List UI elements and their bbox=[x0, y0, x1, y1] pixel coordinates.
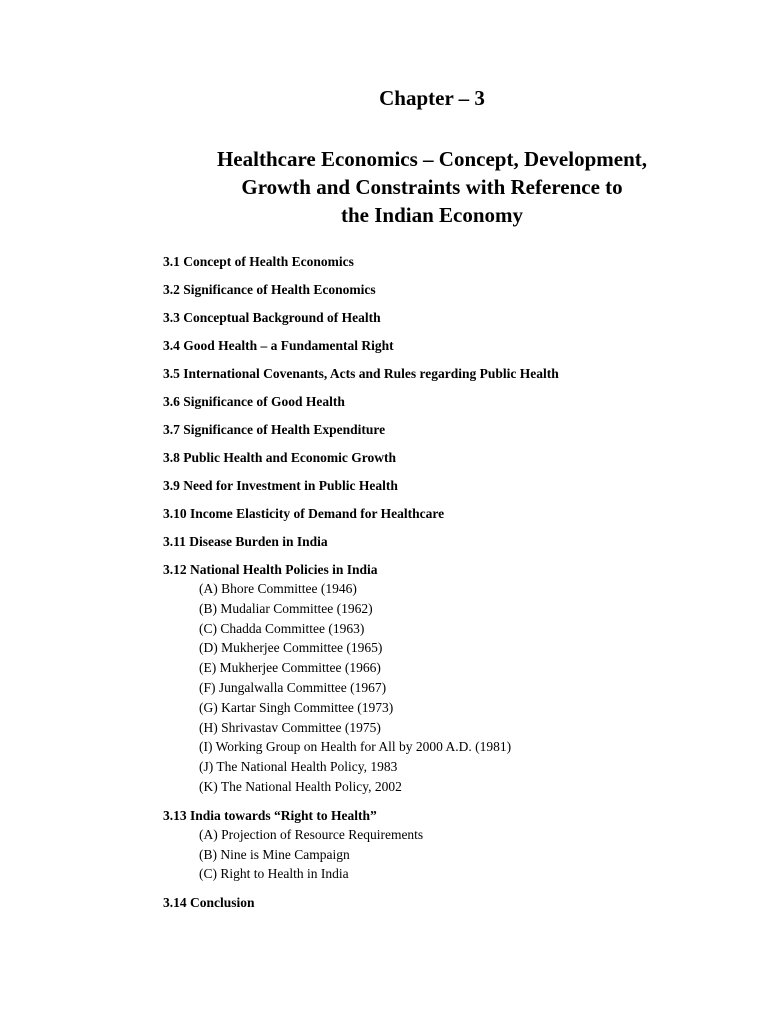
chapter-title-line: the Indian Economy bbox=[340, 203, 524, 227]
subsection-item: (C) Chadda Committee (1963) bbox=[199, 620, 365, 636]
toc-section bbox=[163, 505, 763, 523]
toc-section bbox=[163, 281, 763, 299]
chapter-title bbox=[0, 145, 768, 229]
toc-section bbox=[163, 807, 763, 884]
chapter-title-line: Healthcare Economics – Concept, Development, bbox=[216, 147, 648, 171]
toc-section bbox=[163, 561, 763, 797]
subsection-item: (E) Mukherjee Committee (1966) bbox=[199, 660, 381, 676]
subsection-item: (K) The National Health Policy, 2002 bbox=[199, 778, 402, 794]
section-heading: 3.13 India towards “Right to Health” bbox=[163, 807, 377, 823]
toc-section bbox=[163, 894, 763, 912]
subsection-item: (B) Nine is Mine Campaign bbox=[199, 846, 350, 862]
section-heading: 3.14 Conclusion bbox=[163, 895, 255, 911]
toc-section bbox=[163, 421, 763, 439]
subsection-item: (H) Shrivastav Committee (1975) bbox=[199, 719, 381, 735]
toc-section bbox=[163, 449, 763, 467]
subsection-item: (B) Mudaliar Committee (1962) bbox=[199, 600, 373, 616]
section-heading: 3.4 Good Health – a Fundamental Right bbox=[163, 338, 394, 353]
toc-section bbox=[163, 337, 763, 355]
subsection-item: (I) Working Group on Health for All by 2000 A.D. (1981) bbox=[199, 739, 512, 755]
toc-section bbox=[163, 365, 763, 383]
chapter-label: Chapter – 3 bbox=[379, 86, 485, 110]
section-heading: 3.12 National Health Policies in India bbox=[163, 562, 378, 577]
subsection-item: (G) Kartar Singh Committee (1973) bbox=[199, 699, 394, 715]
section-heading: 3.10 Income Elasticity of Demand for Healthcare bbox=[163, 506, 445, 521]
subsection-item: (A) Bhore Committee (1946) bbox=[199, 581, 357, 596]
section-heading: 3.9 Need for Investment in Public Health bbox=[163, 478, 398, 493]
subsection-item: (J) The National Health Policy, 1983 bbox=[199, 759, 398, 775]
subsection-item: (F) Jungalwalla Committee (1967) bbox=[199, 679, 387, 695]
toc-section bbox=[163, 253, 763, 271]
section-heading: 3.1 Concept of Health Economics bbox=[163, 254, 354, 269]
section-heading: 3.8 Public Health and Economic Growth bbox=[163, 450, 397, 465]
subsection-item: (C) Right to Health in India bbox=[199, 866, 349, 882]
section-heading: 3.3 Conceptual Background of Health bbox=[163, 310, 381, 325]
subsection-item: (A) Projection of Resource Requirements bbox=[199, 826, 424, 842]
toc-section bbox=[163, 477, 763, 495]
section-heading: 3.2 Significance of Health Economics bbox=[163, 282, 376, 297]
toc-section bbox=[163, 533, 763, 551]
chapter-title-line: Growth and Constraints with Reference to bbox=[241, 175, 623, 199]
table-of-contents bbox=[163, 253, 763, 922]
section-heading: 3.11 Disease Burden in India bbox=[163, 534, 328, 549]
section-heading: 3.6 Significance of Good Health bbox=[163, 394, 345, 409]
section-heading: 3.5 International Covenants, Acts and Rules regarding Public Health bbox=[163, 366, 559, 381]
subsection-item: (D) Mukherjee Committee (1965) bbox=[199, 640, 383, 656]
toc-section bbox=[163, 393, 763, 411]
toc-section bbox=[163, 309, 763, 327]
section-heading: 3.7 Significance of Health Expenditure bbox=[163, 422, 386, 437]
